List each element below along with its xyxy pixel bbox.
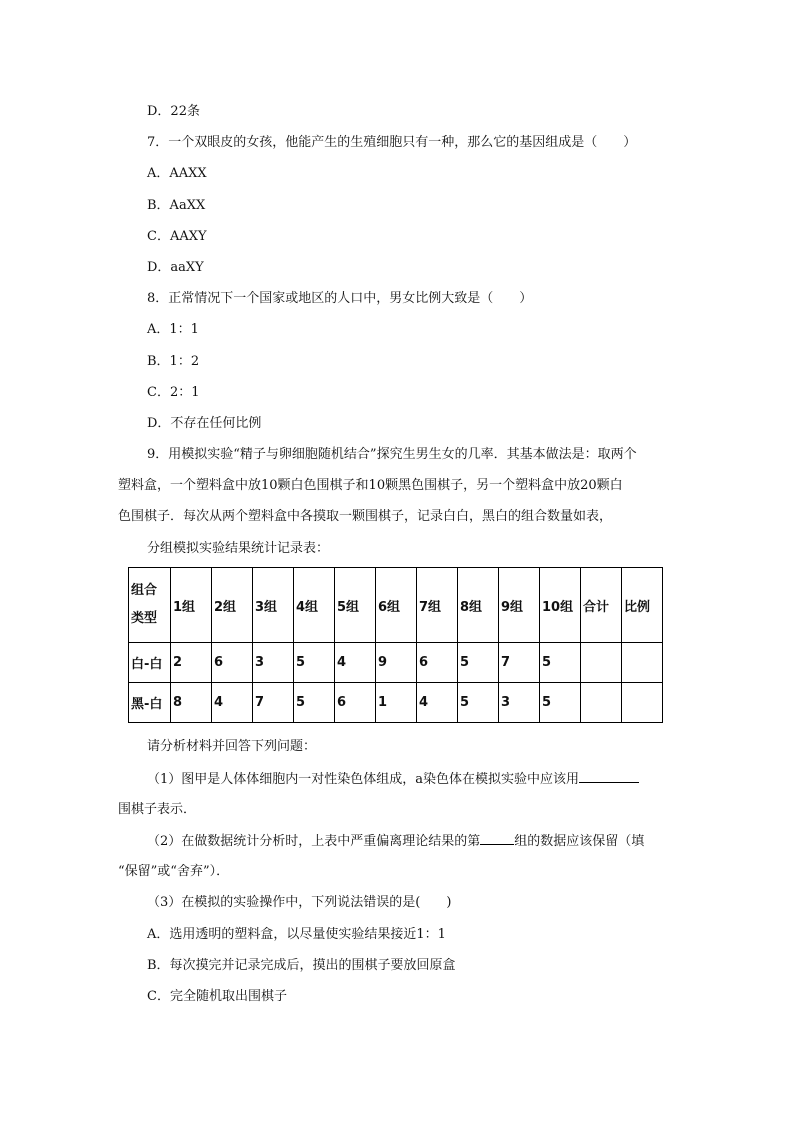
header-cell: 8组	[458, 568, 499, 643]
analyze-prompt: 请分析材料并回答下列问题：	[147, 739, 317, 754]
sub-question-1-cont: 围棋子表示．	[118, 802, 197, 817]
table-cell-ratio	[622, 683, 663, 723]
q9-stem-line3: 色围棋子．每次从两个塑料盒中各摸取一颗围棋子，记录白白，黑白的组合数量如表，	[118, 509, 613, 524]
table-caption: 分组模拟实验结果统计记录表：	[147, 541, 330, 556]
sub-question-1: （1）图甲是人体体细胞内一对性染色体组成，a染色体在模拟实验中应该用	[147, 770, 639, 789]
table-cell: 5	[458, 643, 499, 683]
sub3-option-a: A．选用透明的塑料盒，以尽量使实验结果接近1：1	[147, 927, 446, 942]
table-header-row	[129, 568, 663, 643]
header-cell: 4组	[294, 568, 335, 643]
header-cell: 合计	[581, 568, 622, 643]
sub-question-2-cont: “保留”或“舍弃”）．	[118, 864, 230, 879]
q6-option-d: D．22条	[147, 104, 200, 119]
q8-option-d: D．不存在任何比例	[147, 416, 262, 431]
sub-question-2: （2）在做数据统计分析时，上表中严重偏离理论结果的第 组的数据应该保留（填	[147, 834, 645, 849]
table-cell: 5	[540, 643, 581, 683]
header-cell: 2组	[212, 568, 253, 643]
header-cell: 1组	[171, 568, 212, 643]
header-cell: 5组	[335, 568, 376, 643]
table-cell: 7	[253, 683, 294, 723]
table-cell: 5	[294, 643, 335, 683]
table-cell: 2	[171, 643, 212, 683]
q7-option-d: D．aaXY	[147, 260, 204, 275]
table-cell-total	[581, 643, 622, 683]
answer-blank[interactable]	[579, 770, 639, 783]
table-cell-total	[581, 683, 622, 723]
table-cell-ratio	[622, 643, 663, 683]
q8-stem: 8．正常情况下一个国家或地区的人口中，男女比例大致是（ ）	[147, 291, 533, 306]
sub3-option-b: B．每次摸完并记录完成后，摸出的围棋子要放回原盒	[147, 958, 456, 973]
q7-option-b: B．AaXX	[147, 198, 206, 213]
header-cell: 7组	[417, 568, 458, 643]
header-cell: 6组	[376, 568, 417, 643]
q7-option-c: C．AAXY	[147, 229, 207, 244]
header-cell: 10组	[540, 568, 581, 643]
row-label: 黑-白	[129, 683, 171, 723]
table-cell: 6	[212, 643, 253, 683]
table-cell: 6	[335, 683, 376, 723]
q8-option-c: C．2：1	[147, 385, 200, 400]
table-cell: 4	[417, 683, 458, 723]
table-cell: 4	[335, 643, 376, 683]
q8-option-b: B．1：2	[147, 354, 200, 369]
answer-blank[interactable]	[480, 832, 514, 845]
table-cell: 5	[294, 683, 335, 723]
table-cell: 4	[212, 683, 253, 723]
q7-stem: 7．一个双眼皮的女孩，他能产生的生殖细胞只有一种，那么它的基因组成是（ ）	[147, 135, 637, 150]
q9-stem-line2: 塑料盒，一个塑料盒中放10颗白色围棋子和10颗黑色围棋子，另一个塑料盒中放20颗白	[118, 478, 623, 493]
q8-option-a: A．1：1	[147, 322, 199, 337]
q9-stem-line1: 9．用模拟实验“精子与卵细胞随机结合”探究生男生女的几率．其基本做法是：取两个	[147, 447, 637, 462]
table-cell: 3	[253, 643, 294, 683]
header-cell: 9组	[499, 568, 540, 643]
header-cell-type: 组合 类型	[129, 568, 171, 643]
table-row	[129, 643, 663, 683]
results-table	[128, 567, 663, 723]
row-label: 白-白	[129, 643, 171, 683]
table-cell: 5	[540, 683, 581, 723]
table-cell: 9	[376, 643, 417, 683]
table-cell: 5	[458, 683, 499, 723]
table-cell: 7	[499, 643, 540, 683]
table-cell: 1	[376, 683, 417, 723]
header-cell: 3组	[253, 568, 294, 643]
q7-option-a: A．AAXX	[147, 166, 207, 181]
header-cell: 比例	[622, 568, 663, 643]
sub3-option-c: C．完全随机取出围棋子	[147, 989, 287, 1004]
table-row	[129, 683, 663, 723]
table-cell: 6	[417, 643, 458, 683]
sub-question-3: （3）在模拟的实验操作中，下列说法错误的是( )	[147, 895, 452, 910]
table-cell: 3	[499, 683, 540, 723]
table-cell: 8	[171, 683, 212, 723]
